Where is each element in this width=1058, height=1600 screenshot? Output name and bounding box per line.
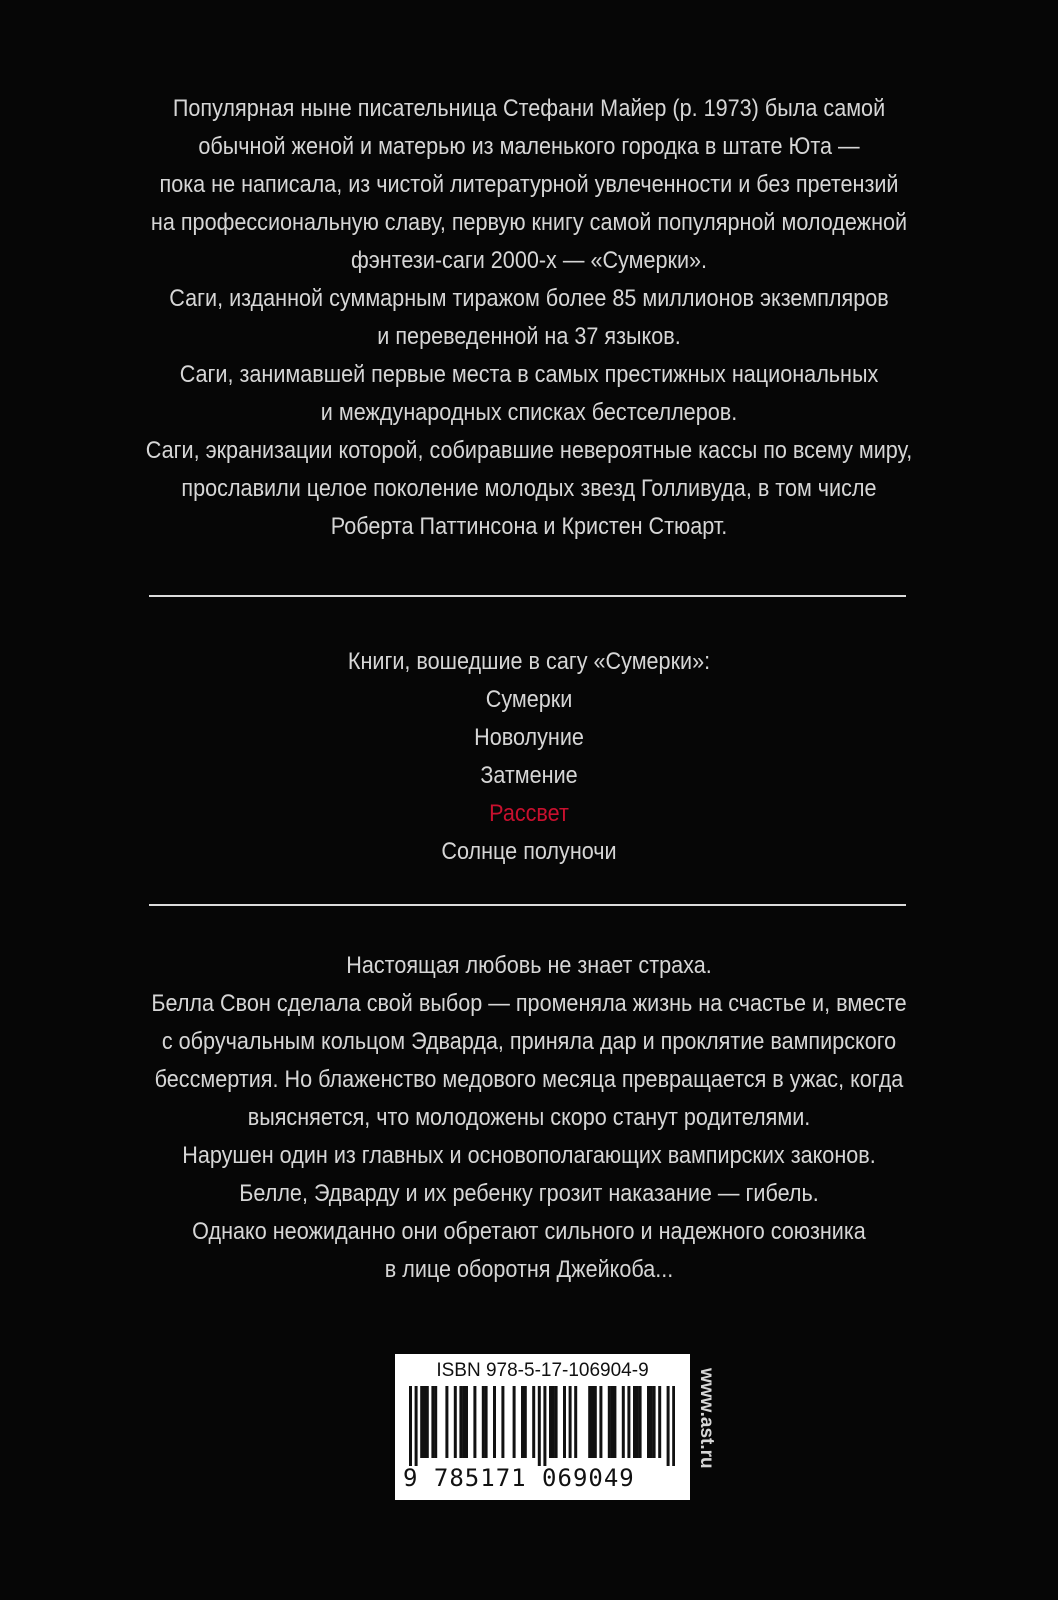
blurb-text-line: с обручальным кольцом Эдварда, приняла дар и проклятие вампирского xyxy=(161,1028,897,1055)
barcode-bar xyxy=(650,1386,653,1458)
barcode-bar xyxy=(627,1386,630,1458)
barcode-bar xyxy=(672,1386,675,1466)
barcode-bar xyxy=(465,1386,468,1458)
barcode-bar xyxy=(431,1386,434,1458)
barcode-bar xyxy=(653,1386,656,1458)
intro-text-line: Саги, изданной суммарным тиражом более 85 миллионов экземпляров xyxy=(169,285,889,312)
barcode-bar xyxy=(521,1386,524,1458)
barcode-bar xyxy=(594,1386,597,1458)
blurb-text-line: Настоящая любовь не знает страха. xyxy=(346,952,712,979)
intro-text-line: и переведенной на 37 языков. xyxy=(377,323,681,350)
publisher-website: www.ast.ru xyxy=(696,1368,717,1469)
barcode-bar xyxy=(552,1386,555,1458)
barcode-bar xyxy=(622,1386,625,1458)
intro-text-line: обычной женой и матерью из маленького городка в штате Юта — xyxy=(198,133,860,160)
barcode-bar xyxy=(420,1386,423,1458)
book-blurb xyxy=(0,947,1058,1289)
barcode-bar xyxy=(493,1386,496,1458)
blurb-text-line: Белле, Эдварду и их ребенку грозит наказание — гибель. xyxy=(239,1180,819,1207)
barcode-bar xyxy=(569,1386,572,1458)
barcode-bar xyxy=(667,1386,670,1466)
barcode-bar xyxy=(454,1386,457,1458)
barcode-bar xyxy=(549,1386,552,1458)
barcode-bar xyxy=(588,1386,591,1458)
blurb-text-line: бессмертия. Но блаженство медового месяца превращается в ужас, когда xyxy=(154,1066,904,1093)
isbn-label: ISBN 978-5-17-106904-9 xyxy=(436,1360,649,1381)
barcode-bar xyxy=(485,1386,488,1458)
barcode-panel xyxy=(395,1354,690,1500)
barcode-bars xyxy=(409,1386,675,1466)
barcode-bar xyxy=(501,1386,504,1458)
divider-line xyxy=(149,595,906,597)
barcode-bar xyxy=(409,1386,412,1466)
blurb-text-line: Нарушен один из главных и основополагающих вампирских законов. xyxy=(182,1142,876,1169)
book-title: Солнце полуночи xyxy=(441,838,617,865)
book-list-heading: Книги, вошедшие в сагу «Сумерки»: xyxy=(347,648,711,675)
barcode-bar xyxy=(647,1386,650,1458)
barcode-bar xyxy=(563,1386,566,1458)
barcode-bar xyxy=(459,1386,462,1458)
barcode-digits: 9 785171 069049 xyxy=(403,1464,635,1492)
barcode-bar xyxy=(574,1386,577,1458)
book-list-items xyxy=(0,681,1058,871)
book-title: Затмение xyxy=(480,762,578,789)
barcode-bar xyxy=(639,1386,642,1458)
barcode-bar xyxy=(611,1386,614,1458)
barcode-bar xyxy=(538,1386,541,1466)
intro-text-line: фэнтези-саги 2000-х — «Сумерки». xyxy=(350,247,708,274)
barcode-bar xyxy=(482,1386,485,1458)
barcode-bar xyxy=(599,1386,602,1458)
barcode-bar xyxy=(423,1386,426,1458)
barcode-bar xyxy=(591,1386,594,1458)
intro-text-line: прославили целое поколение молодых звезд Голливуда, в том числе xyxy=(181,475,877,502)
barcode-bar xyxy=(658,1386,661,1458)
barcode-bar xyxy=(543,1386,546,1466)
barcode-bar xyxy=(613,1386,616,1458)
intro-text-line: Роберта Паттинсона и Кристен Стюарт. xyxy=(330,513,728,540)
barcode-bar xyxy=(532,1386,535,1458)
author-intro xyxy=(0,90,1058,546)
blurb-text-line: выясняется, что молодожены скоро станут родителями. xyxy=(247,1104,811,1131)
book-title: Новолуние xyxy=(474,724,584,751)
barcode-bar xyxy=(434,1386,437,1458)
intro-text-line: пока не написала, из чистой литературной увлеченности и без претензий xyxy=(159,171,899,198)
divider-line xyxy=(149,904,906,906)
barcode-bar xyxy=(445,1386,448,1458)
saga-book-list xyxy=(0,643,1058,871)
book-title: Сумерки xyxy=(485,686,573,713)
barcode-bar xyxy=(633,1386,636,1458)
intro-text-line: Саги, экранизации которой, собиравшие невероятные кассы по всему миру, xyxy=(145,437,913,464)
intro-text-line: Популярная ныне писательница Стефани Майер (р. 1973) была самой xyxy=(172,95,886,122)
barcode-bar xyxy=(636,1386,639,1458)
intro-text-line: на профессиональную славу, первую книгу самой популярной молодежной xyxy=(150,209,908,236)
barcode-bar xyxy=(415,1386,418,1466)
barcode-bar xyxy=(426,1386,429,1458)
intro-text-line: Саги, занимавшей первые места в самых престижных национальных xyxy=(179,361,879,388)
intro-text-line: и международных списках бестселлеров. xyxy=(320,399,738,426)
barcode-bar xyxy=(513,1386,516,1458)
barcode-bar xyxy=(462,1386,465,1458)
barcode-bar xyxy=(555,1386,558,1458)
barcode-bar xyxy=(473,1386,476,1458)
blurb-text-line: в лице оборотня Джейкоба... xyxy=(384,1256,674,1283)
blurb-text-line: Белла Свон сделала свой выбор — променяла жизнь на счастье и, вместе xyxy=(151,990,907,1017)
blurb-text-line: Однако неожиданно они обретают сильного и надежного союзника xyxy=(192,1218,866,1245)
book-title-highlighted: Рассвет xyxy=(489,800,569,827)
barcode-bar xyxy=(524,1386,527,1458)
barcode-bar xyxy=(608,1386,611,1458)
